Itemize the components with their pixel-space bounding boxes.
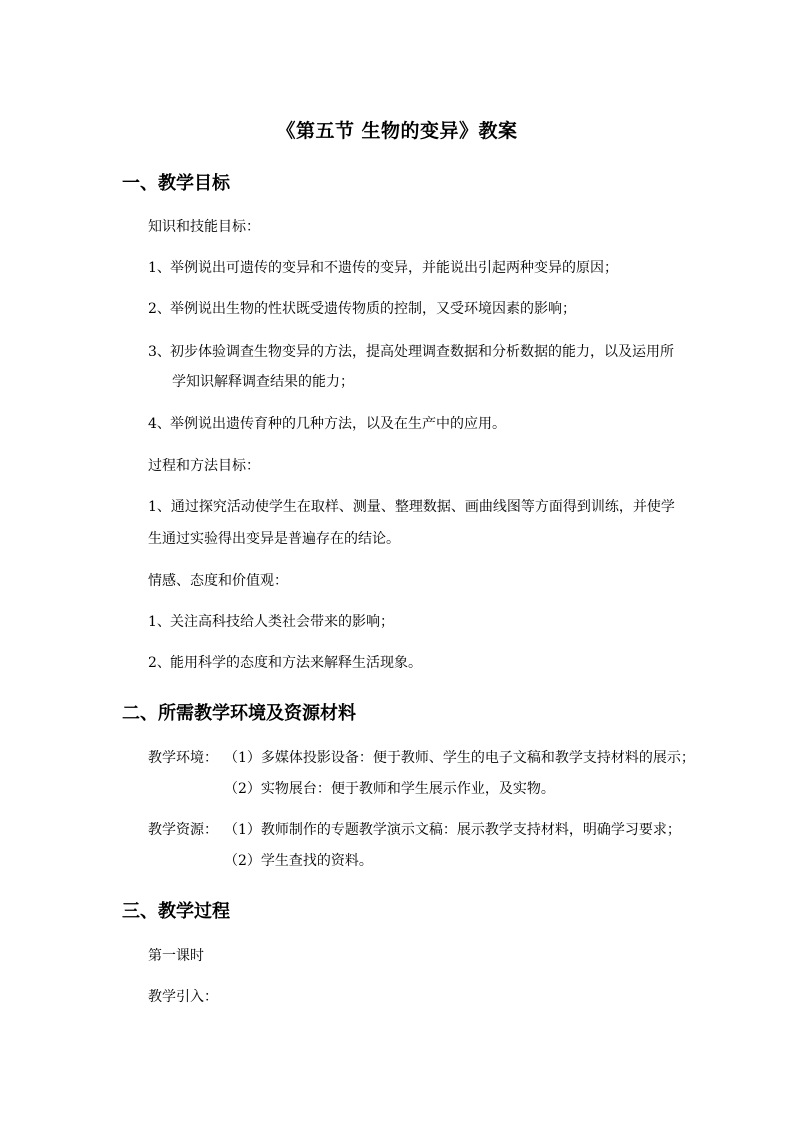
- knowledge-item-4: [148, 414, 506, 434]
- item-number: 1、: [148, 614, 171, 630]
- section-heading-resources: 二、所需教学环境及资源材料: [122, 703, 356, 724]
- emotion-item-2: [148, 653, 422, 673]
- document-title: 《第五节 生物的变异》教案: [276, 120, 518, 142]
- lesson-label: 第一课时: [148, 948, 204, 964]
- section-heading-process: 三、教学过程: [122, 901, 230, 922]
- item-text: 举例说出遗传育种的几种方法，以及在生产中的应用。: [170, 416, 506, 432]
- environment-item-1: （1）多媒体投影设备：便于教师、学生的电子文稿和教学支持材料的展示；: [224, 750, 695, 766]
- resources-item-1: （1）教师制作的专题教学演示文稿：展示教学支持材料，明确学习要求；: [224, 822, 681, 838]
- item-number: 2、: [148, 301, 171, 317]
- item-text: 举例说出生物的性状既受遗传物质的控制，又受环境因素的影响；: [170, 301, 576, 317]
- process-label: 过程和方法目标：: [148, 458, 260, 474]
- environment-item-2: （2）实物展台：便于教师和学生展示作业，及实物。: [224, 781, 555, 797]
- knowledge-label: 知识和技能目标：: [148, 219, 260, 235]
- environment-row-1: [148, 748, 695, 768]
- item-text: 能用科学的态度和方法来解释生活现象。: [170, 655, 422, 671]
- emotion-label: 情感、态度和价值观：: [148, 573, 288, 589]
- knowledge-item-2: [148, 299, 576, 319]
- resources-row-1: [148, 820, 681, 840]
- item-number: 3、: [148, 344, 171, 360]
- item-number: 2、: [148, 655, 171, 671]
- item-text: 举例说出可遗传的变异和不遗传的变异，并能说出引起两种变异的原因；: [170, 260, 618, 276]
- intro-label: 教学引入：: [148, 989, 218, 1005]
- section-heading-objectives: 一、教学目标: [122, 173, 230, 194]
- environment-label: 教学环境：: [148, 750, 218, 766]
- knowledge-item-3-continued: 学知识解释调查结果的能力；: [172, 374, 354, 390]
- process-item-1-continued: 生通过实验得出变异是普遍存在的结论。: [148, 531, 400, 547]
- knowledge-item-3: [148, 342, 674, 362]
- resources-item-2: （2）学生查找的资料。: [224, 853, 373, 869]
- item-text: 初步体验调查生物变异的方法，提高处理调查数据和分析数据的能力，以及运用所: [170, 344, 674, 360]
- item-number: 4、: [148, 416, 171, 432]
- resources-label: 教学资源：: [148, 822, 218, 838]
- knowledge-item-1: [148, 258, 618, 278]
- emotion-item-1: [148, 612, 394, 632]
- item-number: 1、: [148, 260, 171, 276]
- item-text: 关注高科技给人类社会带来的影响；: [170, 614, 394, 630]
- process-item-1: 1、通过探究活动使学生在取样、测量、整理数据、画曲线图等方面得到训练，并使学: [148, 499, 675, 515]
